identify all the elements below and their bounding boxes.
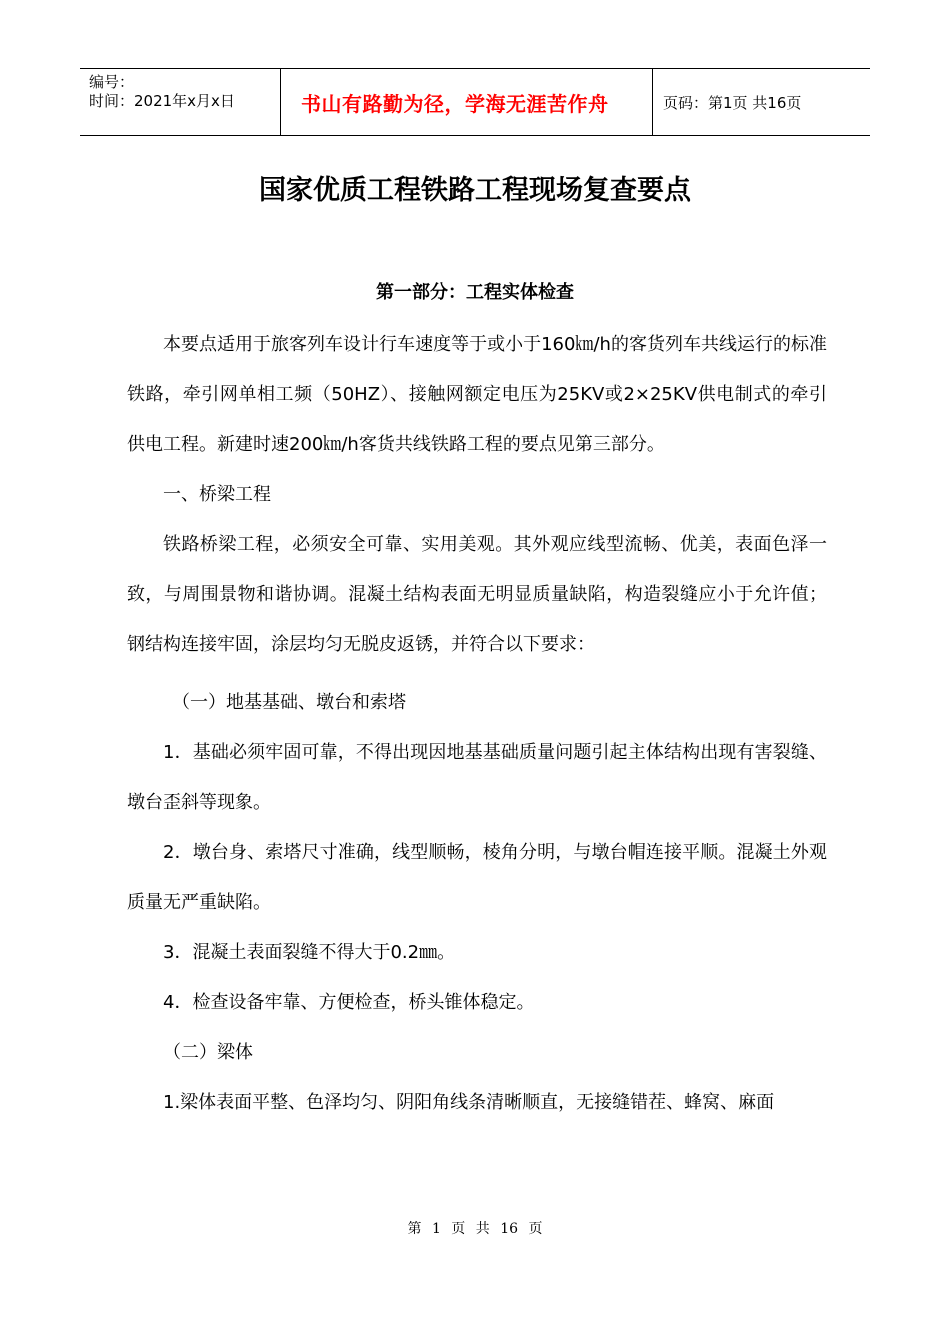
header-page-cell: [653, 69, 870, 135]
list-item-4: 4．检查设备牢靠、方便检查，桥头锥体稳定。: [163, 992, 535, 1013]
paragraph-bridge-requirements: 铁路桥梁工程，必须安全可靠、实用美观。其外观应线型流畅、优美，表面色泽一致，与周围景物和谐协调。混凝土结构表面无明显质量缺陷，构造裂缝应小于允许值；钢结构连接牢固，涂层均匀无脱皮返锈，并符合以下要求：: [127, 534, 827, 655]
paragraph-scope: 本要点适用于旅客列车设计行车速度等于或小于160㎞/h的客货列车共线运行的标准铁路，牵引网单相工频（50HZ）、接触网额定电压为25KV或2×25KV供电制式的牵引供电工程。新建时速200㎞/h客货共线铁路工程的要点见第三部分。: [127, 334, 827, 455]
list-item-beam-1: 1.梁体表面平整、色泽均匀、阴阳角线条清晰顺直，无接缝错茬、蜂窝、麻面: [163, 1092, 775, 1113]
header-motto-cell: [281, 69, 653, 135]
section-heading-bridge: 一、桥梁工程: [163, 484, 271, 505]
list-item-3: 3．混凝土表面裂缝不得大于0.2㎜。: [163, 942, 456, 963]
header-motto: 书山有路勤为径，学海无涯苦作舟: [301, 91, 609, 116]
document-number-label: 编号：: [89, 73, 135, 91]
part-title: 第一部分：工程实体检查: [376, 282, 574, 303]
header-info-cell: [80, 69, 281, 135]
page-footer: 第 1 页 共 16 页: [407, 1221, 543, 1237]
subsection-heading-foundation: （一）地基基础、墩台和索塔: [172, 692, 406, 713]
list-item-1: 1．基础必须牢固可靠，不得出现因地基基础质量问题引起主体结构出现有害裂缝、墩台歪斜等现象。: [127, 742, 827, 813]
document-title: 国家优质工程铁路工程现场复查要点: [259, 175, 691, 206]
subsection-heading-beam: （二）梁体: [163, 1042, 253, 1063]
document-body: [127, 320, 827, 1128]
header-table: [80, 68, 870, 136]
header-page-code: 页码：第1页 共16页: [663, 93, 802, 112]
list-item-2: 2．墩台身、索塔尺寸准确，线型顺畅，棱角分明，与墩台帽连接平顺。混凝土外观质量无严重缺陷。: [127, 842, 827, 913]
document-date-label: 时间：2021年x月x日: [89, 92, 235, 110]
